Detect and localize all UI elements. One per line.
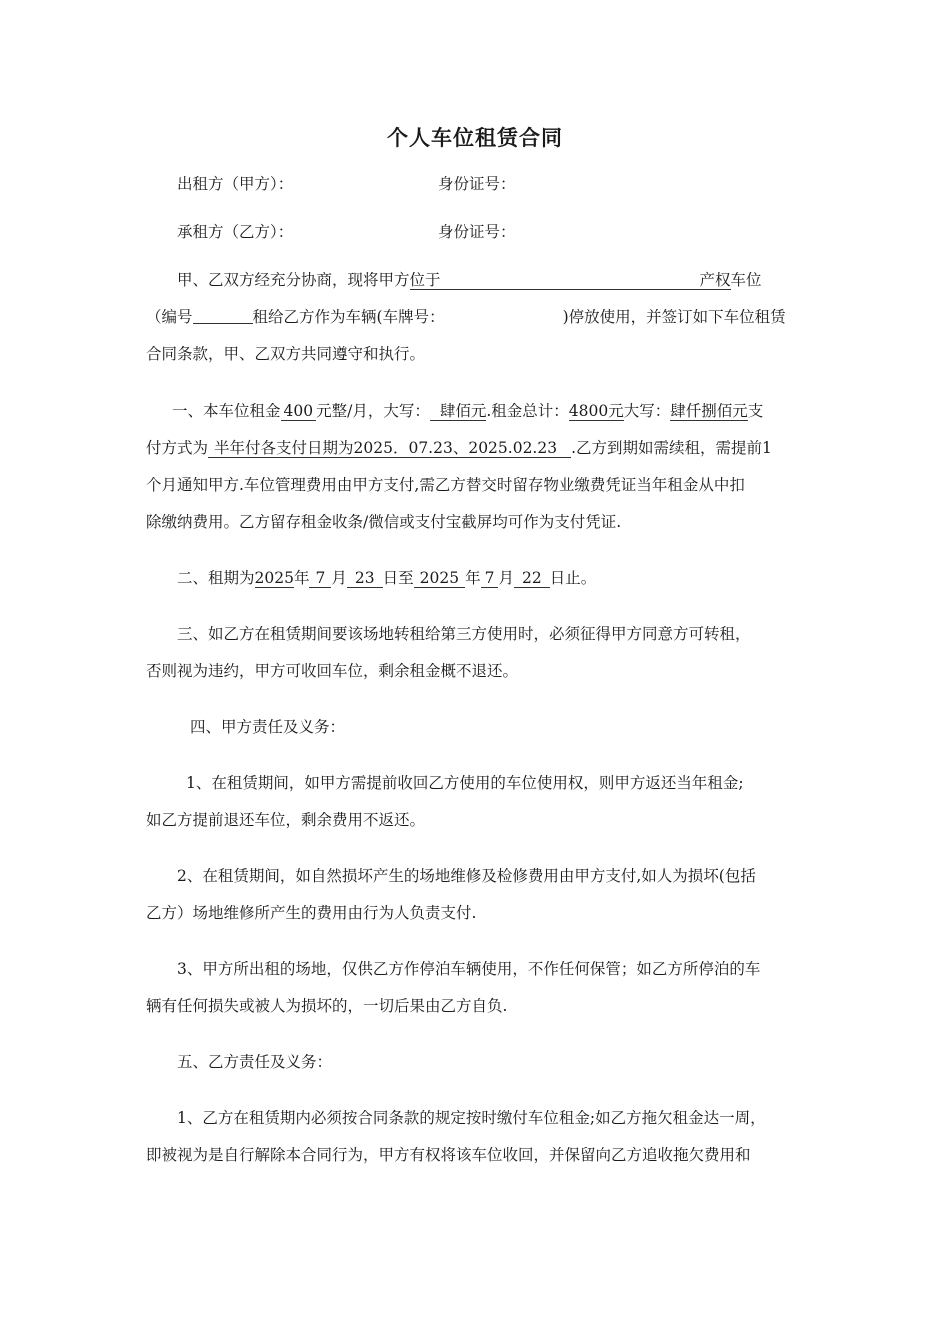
clause-text: 否则视为违约，甲方可收回车位，剩余租金概不退还。	[146, 662, 519, 680]
clause-text: 支	[747, 402, 764, 420]
intro-text: （编号	[146, 308, 193, 326]
clause-text: 元整/月，大写：	[316, 402, 430, 420]
party-a-id-line	[438, 174, 638, 194]
total-rent-chinese: 肆仟捌佰元	[670, 402, 748, 420]
end-day: 22	[514, 570, 550, 588]
party-a-label: 出租方（甲方）：	[177, 175, 294, 193]
clause-text: 除缴纳费用。乙方留存租金收条/微信或支付宝截屏均可作为支付凭证.	[146, 513, 622, 531]
clause-4-item-2-line-2	[146, 903, 810, 923]
clause-2-line	[177, 568, 810, 588]
intro-text: 租给乙方作为车辆(车牌号：	[252, 308, 445, 326]
clause-3-line-2	[146, 661, 810, 681]
end-month: 7	[481, 570, 499, 588]
party-a-id-label: 身份证号：	[438, 175, 516, 193]
clause-text: .租金总计：	[486, 402, 569, 420]
start-year: 2025	[254, 569, 294, 587]
clause-5-item-1-line-2	[146, 1145, 810, 1165]
clause-text: 一、本车位租金	[172, 402, 281, 420]
intro-text: 合同条款，甲、乙双方共同遵守和执行。	[146, 345, 426, 363]
intro-text: 车位	[730, 271, 762, 289]
clause-text: 3、甲方所出租的场地，仅供乙方作停泊车辆使用，不作任何保管；如乙方所停泊的车	[177, 960, 761, 978]
party-b-id-line	[438, 222, 638, 242]
location-label: 位于	[409, 271, 441, 289]
clause-text: 三、如乙方在租赁期间要该场地转租给第三方使用时，必须征得甲方同意方可转租，	[177, 625, 751, 643]
intro-line-1	[177, 270, 810, 290]
start-month: 7	[309, 570, 331, 588]
clause-1-line-3	[146, 475, 810, 495]
clause-5-heading	[177, 1052, 477, 1072]
clause-text: 个月通知甲方.车位管理费用由甲方支付,需乙方替交时留存物业缴费凭证当年租金从中扣	[146, 476, 745, 494]
party-b-label: 承租方（乙方）：	[177, 223, 294, 241]
section-heading: 五、乙方责任及义务：	[177, 1053, 333, 1071]
clause-1-line-4	[146, 512, 810, 532]
total-rent-underline	[569, 403, 624, 421]
clause-text: 大写：	[623, 402, 671, 420]
clause-text: 即被视为是自行解除本合同行为，甲方有权将该车位收回，并保留向乙方追收拖欠费用和	[146, 1146, 751, 1164]
monthly-rent-chinese: 肆佰元	[430, 403, 487, 421]
document-title: 个人车位租赁合同	[387, 125, 563, 150]
property-label: 产权	[699, 271, 731, 289]
space-number-blank	[193, 307, 253, 324]
total-rent-unit: 元	[608, 402, 624, 420]
total-rent: 4800	[568, 402, 609, 420]
clause-5-item-1-line-1	[177, 1108, 812, 1128]
payment-method: 半年付各支付日期为2025．07.23、2025.02.23	[208, 440, 571, 458]
clause-text: 2、在租赁期间，如自然损坏产生的场地维修及检修费用由甲方支付,如人为损坏(包括	[177, 867, 756, 885]
clause-text: .乙方到期如需续租，需提前1	[571, 439, 772, 457]
clause-text: 年	[293, 569, 310, 587]
clause-4-heading	[190, 717, 490, 737]
clause-text: 年	[465, 569, 481, 587]
clause-4-item-3-line-2	[146, 996, 810, 1016]
intro-text: 甲、乙双方经充分协商，现将甲方	[177, 271, 410, 289]
clause-text: 1、在租赁期间，如甲方需提前收回乙方使用的车位使用权，则甲方返还当年租金;	[186, 774, 744, 792]
clause-text: 如乙方提前退还车位，剩余费用不返还。	[146, 811, 426, 829]
intro-line-2	[146, 307, 810, 327]
monthly-rent: 400	[281, 403, 317, 421]
clause-text: 辆有任何损失或被人为损坏的，一切后果由乙方自负.	[146, 997, 508, 1015]
location-blank	[410, 272, 700, 290]
clause-text: 月	[498, 569, 514, 587]
clause-text: 月	[331, 569, 347, 587]
clause-1-line-2	[146, 438, 810, 458]
clause-text: 二、租期为	[177, 569, 255, 587]
clause-text: 乙方）场地维修所产生的费用由行为人负责支付.	[146, 904, 477, 922]
clause-text: 日至	[382, 569, 414, 587]
party-b-id-label: 身份证号：	[438, 223, 516, 241]
clause-1-line-1	[172, 401, 812, 421]
clause-text: 1、乙方在租赁期内必须按合同条款的规定按时缴付车位租金;如乙方拖欠租金达一周，	[177, 1109, 766, 1127]
clause-text: 付方式为	[146, 439, 209, 457]
clause-3-line-1	[177, 624, 812, 644]
section-heading: 四、甲方责任及义务：	[190, 718, 346, 736]
clause-4-item-1-line-1	[186, 773, 812, 793]
intro-text: )停放使用，并签订如下车位租赁	[562, 308, 786, 326]
intro-line-3	[146, 344, 810, 364]
clause-4-item-1-line-2	[146, 810, 810, 830]
end-year: 2025	[414, 570, 465, 588]
clause-4-item-3-line-1	[177, 959, 812, 979]
clause-4-item-2-line-1	[177, 866, 812, 886]
start-day: 23	[347, 570, 383, 588]
clause-text: 日止。	[549, 569, 597, 587]
